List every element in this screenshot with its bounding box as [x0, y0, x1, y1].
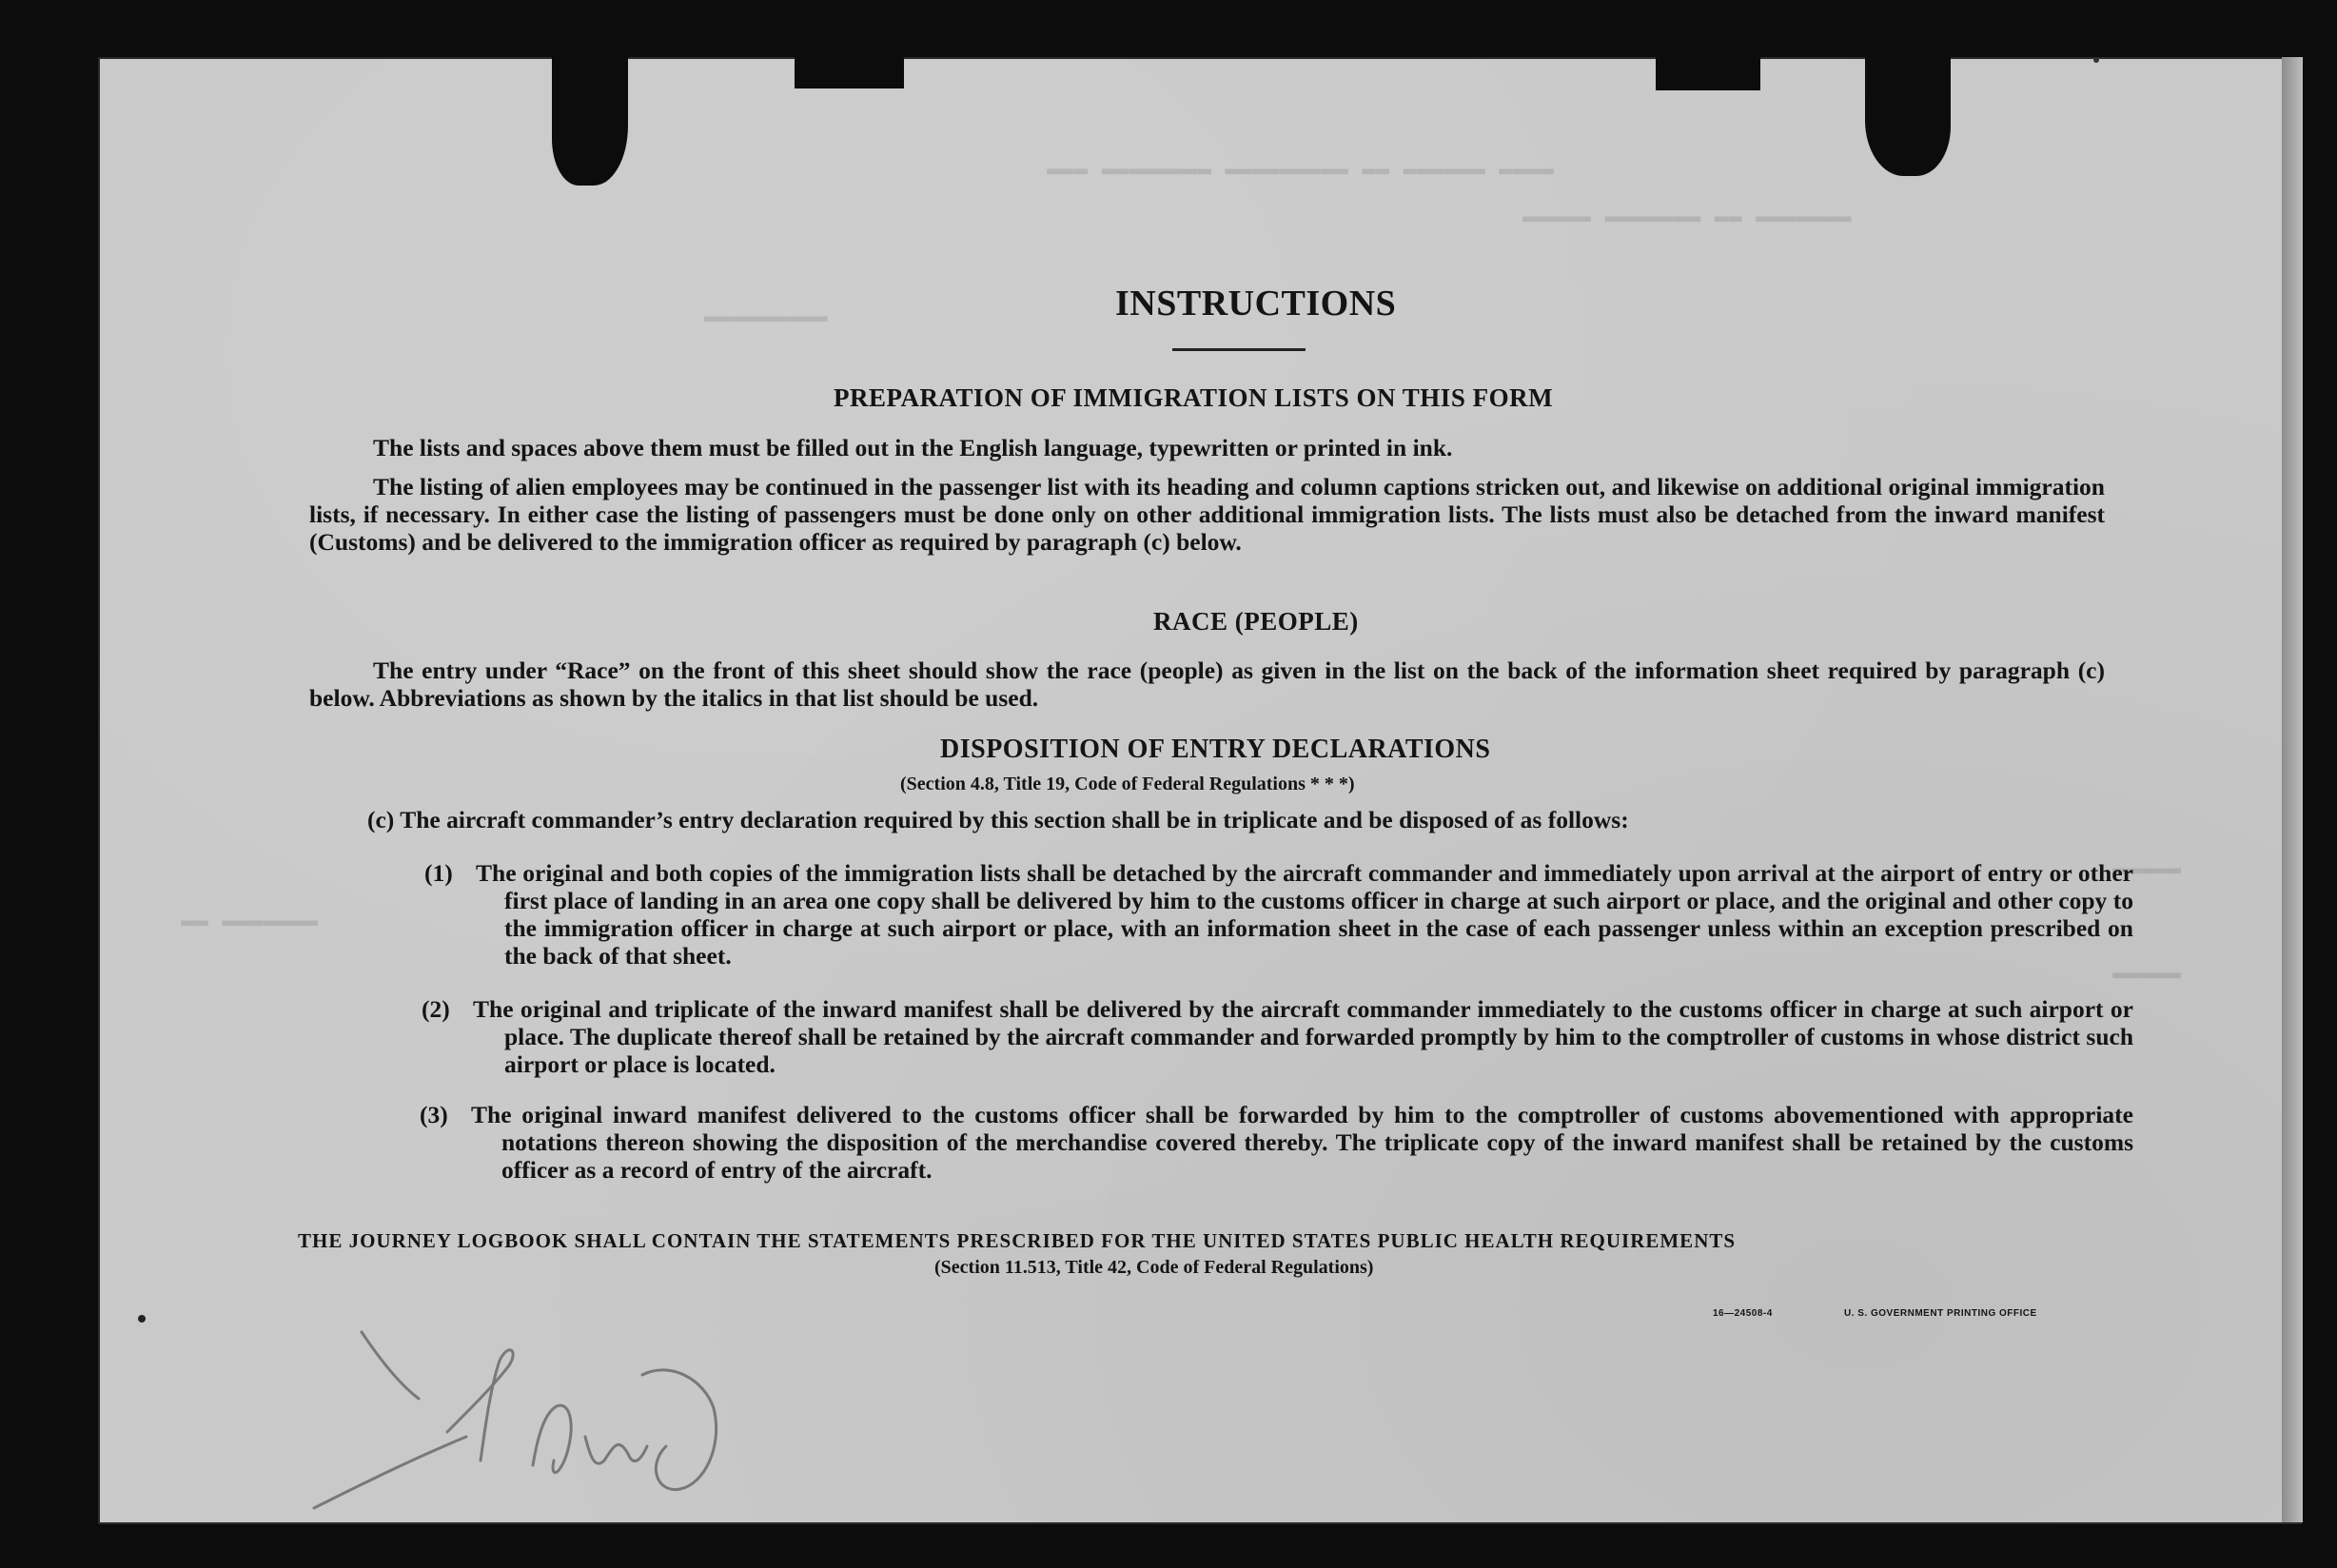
- preparation-heading: PREPARATION OF IMMIGRATION LISTS ON THIS FORM: [834, 383, 1554, 412]
- form-number: 16—24508-4: [1713, 1308, 1773, 1319]
- footer-statement: THE JOURNEY LOGBOOK SHALL CONTAIN THE STATEMENTS PRESCRIBED FOR THE UNITED STATES PUBLIC HEALTH REQUIREMENTS: [298, 1229, 1737, 1252]
- torn-notch: [795, 52, 904, 88]
- disposition-item-2-number: (2): [422, 995, 450, 1023]
- preparation-paragraph-1: The lists and spaces above them must be filled out in the English language, typewritten or printed in ink.: [373, 434, 1453, 461]
- disposition-intro: (c) The aircraft commander’s entry declaration required by this section shall be in triplicate and be disposed of as follows:: [367, 806, 1629, 833]
- bleed-through: ▬▬▬▬▬▬▬▬▬: [704, 304, 828, 330]
- disposition-item-3-text: The original inward manifest delivered to the customs officer shall be forwarded by him to the comptroller of customs abovementioned with appropriate notations thereon showing the disposition of the merchandise covered thereby. The triplicate copy of the inward manifest shall be retained by the customs officer as a record of entry of the aircraft.: [471, 1101, 2133, 1184]
- stray-dot: [2093, 57, 2099, 63]
- page-title: INSTRUCTIONS: [1115, 284, 1397, 323]
- footer-citation: (Section 11.513, Title 42, Code of Federal Regulations): [934, 1257, 1374, 1278]
- bleed-through: ▬▬▬▬▬▬▬ ▬▬: [181, 909, 319, 934]
- disposition-item-2-text: The original and triplicate of the inward manifest shall be delivered by the aircraft commander immediately to the customs officer in charge at such airport or place. The duplicate thereof shall be retained by the aircraft commander and forwarded promptly by him to the comptroller of customs in whose district such airport or place is located.: [473, 995, 2133, 1078]
- bleed-through: ▬▬▬▬▬▬▬ ▬▬ ▬▬▬▬▬▬▬ ▬▬▬▬▬: [1522, 205, 1852, 230]
- stray-dot: [138, 1315, 146, 1323]
- torn-notch: [1656, 52, 1760, 90]
- disposition-item-1-text: The original and both copies of the immigration lists shall be detached by the aircraft commander and immediately upon arrival at the airport of entry or other first place of landing in an area one copy shall be delivered by him to the customs officer in charge at such airport or place, and the original and other copy to the immigration officer in charge at such airport or place, with an information sheet in the case of each passenger unless within an exception prescribed on the back of that sheet.: [476, 859, 2133, 970]
- printer-credit: U. S. GOVERNMENT PRINTING OFFICE: [1844, 1308, 2037, 1319]
- disposition-item-3-number: (3): [420, 1101, 448, 1128]
- preparation-paragraph-2: The listing of alien employees may be continued in the passenger list with its heading and column captions stricken out, and likewise on additional original immigration lists, if necessary. In either case the listing of passengers must be done only on other additional immigration lists. The lists must also be detached from the inward manifest (Customs) and be delivered to the immigration officer as required by paragraph (c) below.: [309, 473, 2105, 556]
- disposition-citation: (Section 4.8, Title 19, Code of Federal Regulations * * *): [900, 774, 1355, 794]
- race-paragraph: The entry under “Race” on the front of this sheet should show the race (people) as given in the list on the back of the information sheet required by paragraph (c) below. Abbreviations as shown by the italics in that list should be used.: [309, 657, 2105, 712]
- disposition-item-1-number: (1): [424, 859, 453, 887]
- torn-notch: [552, 52, 628, 186]
- bleed-through: ▬▬▬▬▬: [2112, 961, 2182, 987]
- bleed-through: ▬▬▬▬▬: [2112, 856, 2182, 882]
- title-underline: [1172, 348, 1306, 351]
- paper-edge: [2282, 57, 2303, 1522]
- disposition-heading: DISPOSITION OF ENTRY DECLARATIONS: [940, 735, 1491, 764]
- bleed-through: ▬▬▬▬ ▬▬▬▬▬▬ ▬▬ ▬▬▬▬▬▬▬▬▬ ▬▬▬▬▬▬▬▬ ▬▬▬: [1047, 157, 1554, 183]
- torn-notch: [1865, 52, 1951, 176]
- race-heading: RACE (PEOPLE): [1153, 607, 1359, 636]
- handwritten-signature: [304, 1294, 761, 1522]
